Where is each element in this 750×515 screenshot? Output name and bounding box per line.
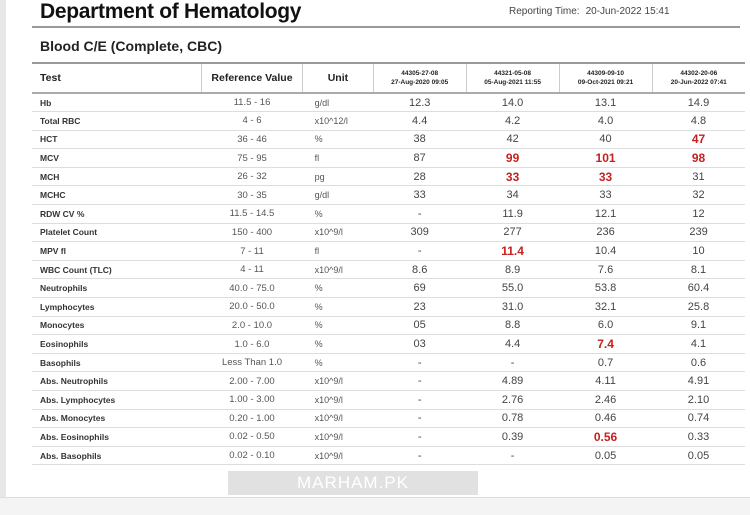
- result-value: 0.39: [501, 430, 524, 443]
- result-value: 23: [413, 300, 426, 313]
- result-value: 12.1: [594, 207, 617, 220]
- table-row: [32, 93, 745, 112]
- result-value-high: 11.4: [501, 244, 524, 259]
- reference-value: Less Than 1.0: [221, 357, 282, 369]
- unit: x10^9/l: [314, 264, 343, 275]
- reference-value: 4 - 11: [240, 264, 264, 276]
- result-value-high: 33: [598, 169, 613, 184]
- unit: x10^9/l: [314, 450, 343, 461]
- result-value: 32: [692, 189, 705, 202]
- reference-value: 30 - 35: [237, 189, 267, 201]
- result-value: 4.11: [595, 375, 616, 388]
- result-value: -: [510, 356, 515, 369]
- unit: x10^9/l: [314, 227, 343, 238]
- sample-id: 44321-05-08: [494, 70, 532, 77]
- unit: x10^9/l: [314, 431, 343, 442]
- reference-value: 26 - 32: [237, 171, 267, 183]
- results-table: [32, 62, 745, 465]
- unit: %: [314, 339, 323, 350]
- test-name: Abs. Neutrophils: [40, 376, 109, 387]
- table-row: [32, 428, 745, 447]
- table-row: [32, 446, 745, 465]
- col-test: Test: [40, 72, 61, 84]
- result-value: 2.10: [687, 393, 710, 406]
- test-name: Basophils: [40, 357, 81, 368]
- col-unit: Unit: [303, 63, 374, 93]
- result-value: 4.2: [504, 114, 521, 127]
- result-value: 0.46: [594, 412, 617, 425]
- result-value: 14.9: [687, 96, 710, 109]
- reference-value: 0.20 - 1.00: [229, 412, 275, 424]
- table-row: [32, 167, 745, 186]
- result-value: 0.78: [501, 412, 524, 425]
- table-row: [32, 112, 745, 131]
- reporting-time: [503, 6, 670, 17]
- page-title: Department of Hematology: [40, 0, 302, 23]
- watermark: MARHAM.PK: [228, 471, 478, 495]
- result-value-high: 101: [595, 151, 616, 166]
- result-value: 309: [410, 226, 429, 239]
- test-name: Monocytes: [40, 320, 85, 331]
- reference-value: 150 - 400: [231, 226, 273, 238]
- result-value: -: [417, 356, 422, 369]
- unit: %: [314, 134, 323, 145]
- result-value: 33: [599, 189, 612, 202]
- result-value: 8.6: [412, 263, 428, 276]
- unit: %: [314, 301, 323, 312]
- result-value: 38: [413, 133, 426, 146]
- col-ref: Reference Value: [201, 63, 302, 93]
- result-value: -: [417, 245, 422, 258]
- result-value: 2.46: [594, 393, 617, 406]
- result-value: 31.0: [501, 300, 524, 313]
- unit: pg: [314, 171, 325, 182]
- result-value: 87: [413, 152, 426, 165]
- reference-value: 1.0 - 6.0: [234, 338, 270, 350]
- reporting-label: Reporting Time:: [509, 6, 580, 17]
- unit: x10^9/l: [314, 394, 343, 405]
- table-row: [32, 223, 745, 242]
- result-value: 53.8: [594, 282, 617, 295]
- test-name: Hb: [40, 97, 52, 108]
- table-row: [32, 279, 745, 298]
- result-value-high: 47: [691, 132, 706, 147]
- result-value: 31: [692, 170, 705, 183]
- result-value: 32.1: [594, 300, 617, 313]
- test-name: HCT: [40, 134, 58, 145]
- test-name: RDW CV %: [40, 208, 85, 219]
- sample-date: 05-Aug-2021 11:55: [484, 79, 541, 86]
- table-row: [32, 391, 745, 410]
- unit: g/dl: [314, 190, 330, 201]
- reference-value: 11.5 - 14.5: [229, 208, 275, 220]
- divider: [32, 26, 740, 28]
- col-sample-3: [559, 63, 652, 93]
- result-value: 6.0: [597, 319, 614, 332]
- reference-value: 2.0 - 10.0: [231, 319, 273, 331]
- result-value: 14.0: [501, 96, 524, 109]
- result-value: 03: [413, 338, 426, 351]
- result-value: -: [417, 449, 422, 462]
- sample-date: 27-Aug-2020 09:05: [391, 79, 449, 86]
- table-row: [32, 149, 745, 168]
- table-row: [32, 298, 745, 317]
- result-value: 42: [506, 133, 519, 146]
- test-name: MCH: [40, 171, 60, 182]
- result-value: 11.9: [502, 207, 523, 220]
- result-value: 8.9: [504, 263, 521, 276]
- test-name: Platelet Count: [40, 227, 98, 238]
- unit: fl: [314, 153, 320, 164]
- table-row: [32, 353, 745, 372]
- result-value: 0.74: [687, 412, 710, 425]
- col-sample-2: [466, 63, 559, 93]
- result-value: 34: [506, 189, 519, 202]
- table-row: [32, 260, 745, 279]
- result-value: 40: [599, 133, 612, 146]
- result-value: 236: [596, 226, 615, 239]
- result-value: -: [417, 207, 422, 220]
- test-name: MCHC: [40, 190, 66, 201]
- result-value: 4.4: [504, 338, 521, 351]
- table-row: [32, 130, 745, 149]
- result-value: 4.4: [412, 114, 428, 127]
- result-value: 12.3: [408, 96, 431, 109]
- reference-value: 75 - 95: [237, 152, 267, 164]
- reference-value: 0.02 - 0.10: [229, 450, 275, 462]
- result-value: 8.1: [690, 263, 707, 276]
- test-name: Abs. Lymphocytes: [40, 394, 116, 405]
- result-value: 239: [689, 226, 708, 239]
- result-value-high: 98: [691, 151, 706, 166]
- test-name: Abs. Monocytes: [40, 413, 106, 424]
- result-value: 69: [413, 282, 426, 295]
- table-row: [32, 409, 745, 428]
- test-name: WBC Count (TLC): [40, 264, 112, 275]
- reference-value: 4 - 6: [242, 115, 262, 127]
- test-name: Neutrophils: [40, 283, 88, 294]
- unit: x10^9/l: [314, 413, 343, 424]
- result-value: 25.8: [687, 300, 710, 313]
- unit: x10^9/l: [314, 376, 343, 387]
- reference-value: 2.00 - 7.00: [229, 375, 275, 387]
- col-sample-1: [373, 63, 466, 93]
- result-value: 13.1: [594, 96, 617, 109]
- test-name: Abs. Eosinophils: [40, 431, 109, 442]
- result-value: 2.76: [501, 393, 524, 406]
- sample-id: 44309-09-10: [587, 70, 624, 77]
- unit: fl: [314, 246, 320, 257]
- result-value: 0.6: [690, 356, 707, 369]
- test-name: Total RBC: [40, 115, 81, 126]
- result-value: 8.8: [504, 319, 521, 332]
- unit: %: [314, 320, 323, 331]
- unit: %: [314, 357, 323, 368]
- reference-value: 1.00 - 3.00: [229, 394, 275, 406]
- result-value: -: [417, 375, 422, 388]
- result-value: 4.91: [687, 375, 710, 388]
- result-value: 4.89: [501, 375, 524, 388]
- result-value-high: 7.4: [597, 337, 614, 352]
- page-bottom: [0, 497, 750, 515]
- table-row: [32, 186, 745, 205]
- result-value: 277: [503, 226, 522, 239]
- result-value: 55.0: [501, 282, 524, 295]
- result-value: 0.33: [687, 430, 710, 443]
- page-edge: [0, 0, 6, 514]
- unit: g/dl: [314, 97, 330, 108]
- result-value: 60.4: [687, 282, 710, 295]
- unit: %: [314, 283, 323, 294]
- reference-value: 7 - 11: [240, 245, 264, 257]
- result-value: 10: [692, 245, 705, 258]
- result-value: 05: [413, 319, 426, 332]
- table-row: [32, 242, 745, 261]
- unit: %: [314, 208, 323, 219]
- result-value: 4.8: [690, 114, 707, 127]
- result-value: 4.0: [597, 114, 614, 127]
- reference-value: 36 - 46: [237, 133, 267, 145]
- result-value: 7.6: [597, 263, 614, 276]
- result-value: -: [417, 393, 422, 406]
- table-row: [32, 316, 745, 335]
- sample-id: 44302-20-06: [680, 70, 718, 77]
- reference-value: 40.0 - 75.0: [229, 282, 275, 294]
- result-value: -: [510, 449, 515, 462]
- test-name: Eosinophils: [40, 339, 89, 350]
- col-sample-4: [652, 63, 745, 93]
- result-value: 33: [413, 189, 426, 202]
- sample-date: 09-Oct-2021 09:21: [577, 79, 634, 86]
- result-value: -: [417, 430, 422, 443]
- reporting-value: 20-Jun-2022 15:41: [585, 6, 670, 17]
- result-value: 4.1: [690, 338, 707, 351]
- table-row: [32, 205, 745, 224]
- table-header: [32, 63, 745, 93]
- result-value: 0.05: [594, 449, 617, 462]
- reference-value: 20.0 - 50.0: [229, 301, 275, 313]
- table-row: [32, 335, 745, 354]
- result-value: -: [417, 412, 422, 425]
- result-value: 0.7: [597, 356, 614, 369]
- test-name: Abs. Basophils: [40, 450, 102, 461]
- table-row: [32, 372, 745, 391]
- test-name: Lymphocytes: [40, 301, 95, 312]
- result-value-high: 0.56: [593, 429, 618, 444]
- result-value: 0.05: [687, 449, 710, 462]
- sample-date: 20-Jun-2022 07:41: [670, 79, 727, 86]
- result-value-high: 33: [505, 169, 520, 184]
- result-value: 10.4: [594, 245, 617, 258]
- result-value: 9.1: [690, 319, 707, 332]
- result-value-high: 99: [505, 151, 520, 166]
- panel-title: Blood C/E (Complete, CBC): [40, 38, 222, 54]
- test-name: MCV: [40, 153, 59, 164]
- result-value: 28: [413, 170, 426, 183]
- result-value: 12: [692, 207, 705, 220]
- reference-value: 0.02 - 0.50: [229, 431, 275, 443]
- sample-id: 44305-27-08: [401, 70, 439, 77]
- unit: x10^12/l: [314, 115, 348, 126]
- reference-value: 11.5 - 16: [233, 97, 271, 109]
- test-name: MPV fl: [40, 246, 66, 257]
